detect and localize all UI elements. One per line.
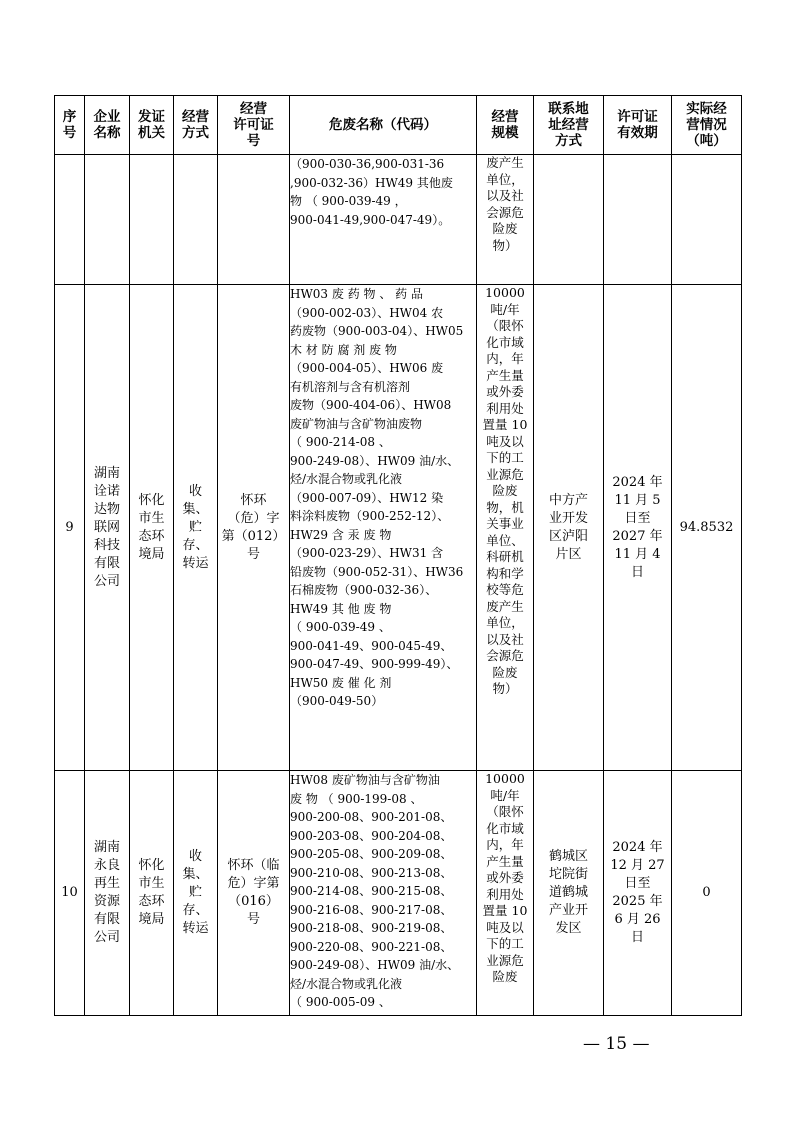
cell-line: 900-047-49、900-999-49）、 <box>290 657 459 671</box>
cell-line: 发区 <box>555 921 582 936</box>
cell-line: 11 月 5 <box>614 492 661 508</box>
cell-line: （危）字 <box>227 510 280 526</box>
cell-line: 或外委 <box>486 384 524 399</box>
cell-line: （900-002-03）、HW04 农 <box>290 305 444 320</box>
row-validity <box>604 285 672 771</box>
cell-line: 吨及以 <box>486 433 524 449</box>
row-mode <box>174 771 218 1016</box>
cell-line: HW08 废矿物油与含矿物油 <box>290 773 440 787</box>
cell-line: 石棉废物（900-032-36）、 <box>290 583 438 597</box>
cell-line: 转运 <box>182 555 209 571</box>
cell-line: 道鹤城 <box>548 885 588 900</box>
cell-line: 业开发 <box>548 510 588 526</box>
cell-line: 企业 <box>93 109 121 125</box>
cell-line: HW50 废 催 化 剂 <box>290 675 392 690</box>
cell-line: 900-220-08、900-221-08、 <box>290 939 453 954</box>
cell-line: 号 <box>62 125 77 141</box>
header-issuer <box>130 96 174 155</box>
cell-line: 铅废物（900-052-31）、HW36 <box>290 564 464 579</box>
cell-line: 或外委 <box>486 870 524 885</box>
cell-line: 营情况 <box>686 117 727 133</box>
cell-line: 料涂料废物（900-252-12）、 <box>290 509 450 523</box>
cell-line: 置量 10 <box>482 417 528 432</box>
cell-line: 号 <box>246 133 261 149</box>
cell-line: 公司 <box>93 573 120 589</box>
cell-line: 存、 <box>182 537 209 553</box>
cell-line: 内，年 <box>486 351 524 366</box>
cell-line: 10000 <box>485 285 525 300</box>
cell-line: （限怀 <box>486 318 524 333</box>
hazardous-waste-license-table <box>54 95 742 1016</box>
cell-line: 联网 <box>93 519 120 535</box>
cell-line: 经营 <box>491 109 519 125</box>
cell-line: 日 <box>630 564 644 580</box>
cell-line: 坨院街 <box>548 867 588 882</box>
cell-line: 达物 <box>93 501 120 517</box>
cell-line: 药废物（900-003-04）、HW05 <box>290 324 464 338</box>
cell-line: 态环 <box>138 894 165 909</box>
cell-line: 2024 年 <box>612 840 663 855</box>
continuation-scale-cell <box>477 155 534 285</box>
cell-line: 废 物 （ 900-199-08 、 <box>290 791 423 806</box>
cell-line: 机关 <box>138 125 165 141</box>
row-seq: 9 <box>55 285 85 771</box>
cell-line: 号 <box>246 912 260 927</box>
cell-line: 贮 <box>188 885 202 900</box>
cell-line: 业源危 <box>486 466 524 482</box>
cell-line: 转运 <box>182 921 209 936</box>
cell-line: 利用处 <box>486 400 524 416</box>
cell-line: 吨及以 <box>486 919 524 935</box>
cell-line: （900-030-36,900-031-36 <box>290 157 445 171</box>
cell-line: 烃/水混合物或乳化液 <box>290 472 403 486</box>
cell-line: 怀化 <box>138 492 165 508</box>
page-number: — 15 — <box>583 1034 650 1054</box>
cell-line: 900-041-49,900-047-49）。 <box>290 212 451 227</box>
cell-line: 序 <box>62 109 77 125</box>
cell-line: HW29 含 汞 废 物 <box>290 527 392 542</box>
cell-line: 有机溶剂与含有机溶剂 <box>290 379 411 394</box>
cell-line: 2024 年 <box>612 474 663 490</box>
cell-line: 永良 <box>93 858 120 873</box>
cell-line: 900-216-08、900-217-08、 <box>290 902 453 917</box>
row-issuer <box>130 771 174 1016</box>
cell-line: HW03 废 药 物 、 药 品 <box>290 287 423 301</box>
cell-line: 物 （ 900-039-49 ， <box>290 194 407 208</box>
header-row <box>55 96 742 155</box>
cell-line: 会源危 <box>486 648 524 663</box>
cell-line: 900-210-08、900-213-08、 <box>290 865 453 880</box>
row-actual: 94.8532 <box>672 285 742 771</box>
cell-line: 业源危 <box>486 952 524 968</box>
cell-line: 日至 <box>624 876 651 891</box>
cell-line: 危废名称（代码） <box>329 117 437 133</box>
row-company <box>85 285 130 771</box>
cell-line: 有限 <box>93 555 120 571</box>
cell-line: 集、 <box>182 501 209 517</box>
cell-line: 以及社 <box>486 631 524 647</box>
cell-line: （ 900-214-08 、 <box>290 435 391 449</box>
row-seq: 10 <box>55 771 85 1016</box>
cell-line: 吨/年 <box>490 787 520 803</box>
cell-line: 下的工 <box>486 936 524 951</box>
row-scale <box>477 285 534 771</box>
header-validity <box>604 96 672 155</box>
row-license <box>218 285 290 771</box>
cell-line: 中方产 <box>548 492 588 508</box>
cell-line: 单位， <box>486 171 524 187</box>
row-license <box>218 771 290 1016</box>
cell-line: 烃/水混合物或乳化液 <box>290 976 403 991</box>
cell-line: 内，年 <box>486 837 524 852</box>
cell-line: 物） <box>492 681 518 696</box>
header-address <box>534 96 604 155</box>
cell-line: 险废 <box>492 664 518 680</box>
cell-line: 资源 <box>93 894 120 909</box>
cell-line: 市生 <box>138 510 165 526</box>
row-actual: 0 <box>672 771 742 1016</box>
cell-line: 900-218-08、900-219-08、 <box>290 921 453 935</box>
cell-line: 物） <box>492 237 518 253</box>
cell-line: 存、 <box>182 903 209 918</box>
cell-line: 许可证 <box>617 109 658 125</box>
cell-line: 构和学 <box>486 565 524 581</box>
cell-line: 名称 <box>93 125 121 141</box>
cell-line: 规模 <box>491 125 519 141</box>
cell-line: 址经营 <box>548 117 589 133</box>
header-scale <box>477 96 534 155</box>
cell-line: 经营 <box>182 109 209 125</box>
cell-line: 12 月 27 <box>610 858 665 873</box>
cell-line: 方式 <box>182 125 209 141</box>
header-company <box>85 96 130 155</box>
cell-line: 900-249-08）、HW09 油/水、 <box>290 958 460 972</box>
cell-line: 湖南 <box>93 465 120 481</box>
cell-line: 化市域 <box>486 820 524 836</box>
cell-line: 900-214-08、900-215-08、 <box>290 884 453 898</box>
cell-line: 废物（900-404-06）、HW08 <box>290 398 452 412</box>
cell-line: 许可证 <box>233 117 274 133</box>
cell-line: 市生 <box>138 876 165 891</box>
cell-line: 公司 <box>93 930 120 945</box>
cell-line: 境局 <box>138 912 165 927</box>
cell-line: 下的工 <box>486 450 524 465</box>
row-issuer <box>130 285 174 771</box>
cell-line: 怀环（临 <box>227 858 280 873</box>
cell-line: 科研机 <box>486 549 524 564</box>
cell-line: 产生量 <box>486 853 524 869</box>
cell-line: （900-004-05）、HW06 废 <box>290 361 444 375</box>
cell-line: 怀化 <box>138 858 165 873</box>
row-company <box>85 771 130 1016</box>
cell-line: 片区 <box>555 546 582 562</box>
cell-line: 经营 <box>240 101 267 117</box>
cell-line: 900-041-49、900-045-49、 <box>290 638 453 653</box>
table-row <box>55 285 742 771</box>
cell-line: 会源危 <box>486 204 524 220</box>
cell-line: 收 <box>188 849 202 864</box>
cell-line: 产业开 <box>548 903 588 918</box>
table-row <box>55 771 742 1016</box>
cell-line: 化市域 <box>486 334 524 350</box>
cell-line: 贮 <box>188 519 202 535</box>
cell-line: 物，机 <box>486 499 524 515</box>
cell-line: 险废 <box>492 969 518 984</box>
cell-line: 吨/年 <box>490 301 520 317</box>
cell-line: 2027 年 <box>612 528 663 544</box>
cell-line: 再生 <box>93 876 120 891</box>
cell-line: 置量 10 <box>482 903 528 918</box>
cell-line: 废产生 <box>486 155 524 170</box>
cell-line: 诠诺 <box>93 483 120 499</box>
cell-line: 险废 <box>492 483 518 498</box>
cell-line: 900-249-08）、HW09 油/水、 <box>290 453 460 468</box>
row-mode <box>174 285 218 771</box>
header-seq <box>55 96 85 155</box>
header-mode <box>174 96 218 155</box>
cell-line: 2025 年 <box>612 894 663 909</box>
cell-line: 产生量 <box>486 367 524 383</box>
cell-line: 900-205-08、900-209-08、 <box>290 847 453 861</box>
cell-line: 实际经 <box>686 101 727 117</box>
cell-line: 日至 <box>624 510 651 526</box>
header-waste <box>290 96 477 155</box>
cell-line: 11 月 4 <box>614 546 661 562</box>
cell-line: 湖南 <box>93 840 120 855</box>
cell-line: 900-203-08、900-204-08、 <box>290 828 453 843</box>
cell-line: （900-023-29）、HW31 含 <box>290 546 444 560</box>
cell-line: （限怀 <box>486 804 524 819</box>
cell-line: 废矿物油与含矿物油废物 <box>290 416 423 431</box>
cell-line: 怀环 <box>240 492 267 508</box>
cell-line: 收 <box>188 483 202 499</box>
header-license <box>218 96 290 155</box>
cell-line: （016） <box>228 894 279 909</box>
cell-line: （ 900-005-09 、 <box>290 995 391 1009</box>
continuation-waste-cell <box>290 155 477 285</box>
cell-line: （吨） <box>686 133 727 149</box>
header-actual <box>672 96 742 155</box>
cell-line: 关事业 <box>486 516 524 531</box>
cell-line: 号 <box>246 546 260 562</box>
cell-line: 有限 <box>93 912 120 927</box>
row-validity <box>604 771 672 1016</box>
row-waste <box>290 285 477 771</box>
cell-line: 6 月 26 <box>614 912 661 927</box>
cell-line: 有效期 <box>617 125 658 141</box>
cell-line: 单位、 <box>486 532 524 548</box>
cell-line: HW49 其 他 废 物 <box>290 601 392 616</box>
cell-line: 单位， <box>486 615 524 630</box>
cell-line: 第（012） <box>221 528 286 544</box>
cell-line: （900-049-50） <box>290 694 384 708</box>
cell-line: 900-200-08、900-201-08、 <box>290 810 453 824</box>
cell-line: 方式 <box>555 133 582 149</box>
cell-line: 集、 <box>182 867 209 882</box>
cell-line: 以及社 <box>486 188 524 203</box>
cell-line: ,900-032-36）HW49 其他废 <box>290 175 453 190</box>
cell-line: 区泸阳 <box>548 528 588 544</box>
cell-line: 科技 <box>93 537 120 553</box>
cell-line: （900-007-09）、HW12 染 <box>290 490 444 505</box>
cell-line: 废产生 <box>486 598 524 614</box>
cell-line: 日 <box>630 930 644 945</box>
cell-line: 联系地 <box>548 101 589 117</box>
cell-line: 危）字第 <box>227 876 280 891</box>
row-waste <box>290 771 477 1016</box>
cell-line: 境局 <box>138 546 165 562</box>
cell-line: 态环 <box>138 528 165 544</box>
cell-line: 鹤城区 <box>548 849 588 864</box>
cell-line: 木 材 防 腐 剂 废 物 <box>290 342 397 357</box>
cell-line: 发证 <box>138 109 165 125</box>
row-scale <box>477 771 534 1016</box>
cell-line: 校等危 <box>486 582 524 597</box>
row-address <box>534 285 604 771</box>
cell-line: 险废 <box>492 221 518 236</box>
cell-line: 利用处 <box>486 886 524 902</box>
cell-line: （ 900-039-49 、 <box>290 620 391 634</box>
continuation-row <box>55 155 742 285</box>
row-address <box>534 771 604 1016</box>
cell-line: 10000 <box>485 771 525 786</box>
